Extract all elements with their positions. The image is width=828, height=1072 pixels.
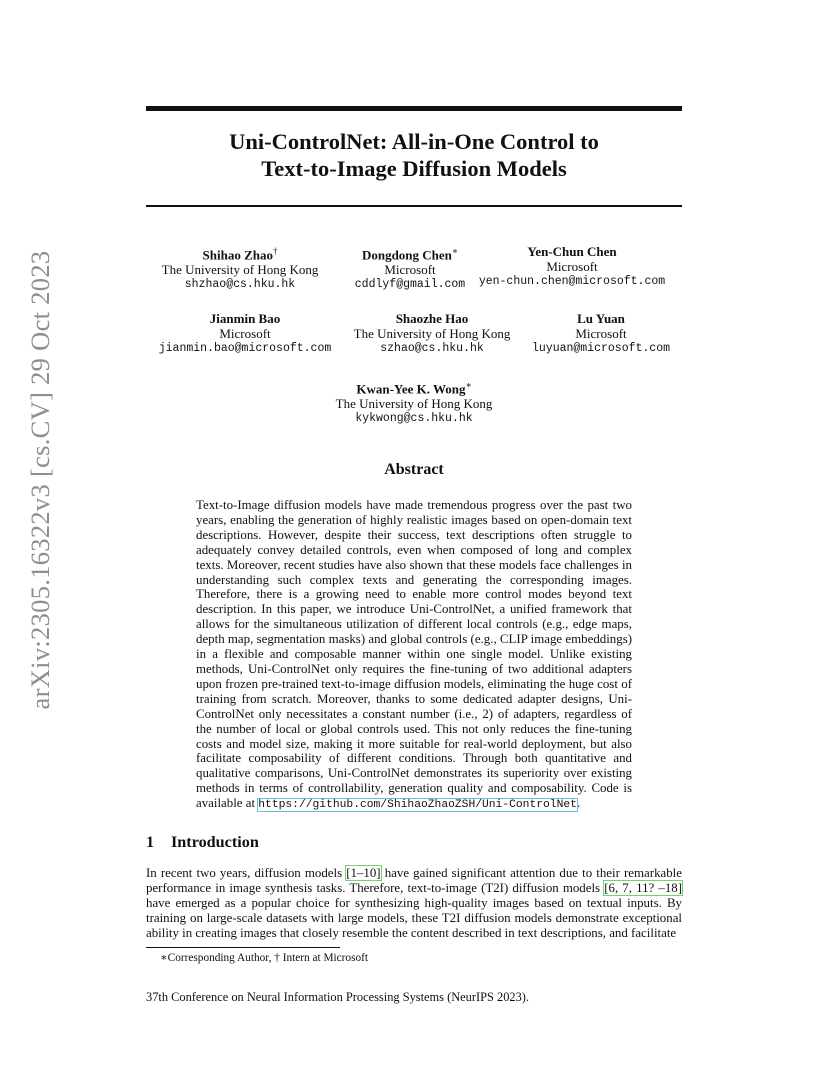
- author-name: Kwan-Yee K. Wong: [356, 381, 466, 397]
- footnote-rule: [146, 947, 340, 948]
- author-name: Yen-Chun Chen: [527, 244, 617, 259]
- author-block: [501, 311, 701, 356]
- abstract-heading: Abstract: [384, 461, 444, 478]
- author-name: Jianmin Bao: [209, 311, 281, 326]
- author-affiliation: The University of Hong Kong: [161, 262, 319, 278]
- conference-note: 37th Conference on Neural Information Processing Systems (NeurIPS 2023).: [146, 990, 530, 1004]
- author-affiliation: Microsoft: [384, 262, 436, 278]
- introduction-paragraph: [146, 866, 682, 941]
- author-mark: ∗: [465, 380, 472, 390]
- paper-title: [146, 128, 682, 182]
- citation-link[interactable]: [6, 7, 11? –18]: [604, 880, 682, 895]
- author-email[interactable]: yen-chun.chen@microsoft.com: [478, 275, 666, 288]
- author-email[interactable]: kykwong@cs.hku.hk: [355, 412, 473, 426]
- title-top-rule: [146, 106, 682, 111]
- author-name: Dongdong Chen: [361, 247, 452, 263]
- author-email[interactable]: jianmin.bao@microsoft.com: [158, 342, 332, 355]
- arxiv-identifier-stamp: arXiv:2305.16322v3 [cs.CV] 29 Oct 2023: [24, 250, 55, 710]
- citation-link[interactable]: [1–10]: [346, 866, 381, 880]
- author-mark: ∗: [451, 246, 459, 256]
- intro-text: have emerged as a popular choice for synthesizing high-quality images based on textual inputs. By training on large-scale datasets with large models, these T2I diffusion models demonstrate exceptional ability in creating images that closely resemble the content described in text descriptions, and facilitate: [146, 895, 682, 940]
- author-email[interactable]: szhao@cs.hku.hk: [380, 342, 484, 355]
- intro-text: have gained significant attention due to their remarkable performance in image synthesis tasks. Therefore, text-to-image (T2I) diffusion models: [146, 866, 682, 895]
- intro-text: In recent two years, diffusion models: [146, 866, 347, 880]
- author-block: [472, 244, 672, 289]
- author-affiliation: Microsoft: [575, 326, 627, 341]
- abstract-end: .: [576, 796, 581, 811]
- section-number: 1: [146, 833, 155, 851]
- author-email[interactable]: shzhao@cs.hku.hk: [184, 278, 296, 292]
- author-affiliation: The University of Hong Kong: [335, 396, 493, 412]
- author-affiliation: Microsoft: [546, 259, 598, 274]
- author-block: [140, 244, 340, 292]
- abstract-body: [196, 498, 632, 813]
- author-name: Shihao Zhao: [202, 247, 273, 263]
- section-title: Introduction: [171, 833, 259, 851]
- footnote: ∗Corresponding Author, † Intern at Microsoft: [160, 952, 369, 964]
- title-line-1: Uni-ControlNet: All-in-One Control to: [229, 129, 599, 154]
- author-block: [314, 378, 514, 426]
- author-affiliation: Microsoft: [219, 326, 271, 341]
- author-email[interactable]: luyuan@microsoft.com: [531, 342, 671, 355]
- title-bottom-rule: [146, 205, 682, 207]
- abstract-text: Text-to-Image diffusion models have made tremendous progress over the past two years, enabling the generation of highly realistic images based on open-domain text descriptions. However, despite their success, text descriptions often struggle to adequately convey detailed controls, even when composed of long and complex texts. Moreover, recent studies have also shown that these models face challenges in understanding such complex texts and generating the corresponding images. Therefore, there is a growing need to enable more control modes beyond text description. In this paper, we introduce Uni-ControlNet, a unified framework that allows for the simultaneous utilization of different local controls (e.g., edge maps, depth map, segmentation masks) and global controls (e.g., CLIP image embeddings) in a flexible and composable manner within one single model. Unlike existing methods, Uni-ControlNet only requires the fine-tuning of two additional adapters upon frozen pre-trained text-to-image diffusion models, eliminating the huge cost of training from scratch. Moreover, thanks to some dedicated adapter designs, Uni-ControlNet only necessitates a constant number (i.e., 2) of adapters, regardless of the number of local or global controls used. This not only reduces the fine-tuning costs and model size, making it more suitable for real-world deployment, but also facilitate composability of different conditions. Through both quantitative and qualitative comparisons, Uni-ControlNet demonstrates its superiority over existing methods in terms of controllability, generation quality and composability. Code is available at: [196, 498, 632, 811]
- code-url-link[interactable]: https://github.com/ShihaoZhaoZSH/Uni-ControlNet: [258, 799, 577, 812]
- author-affiliation: The University of Hong Kong: [353, 326, 511, 341]
- author-email[interactable]: cddlyf@gmail.com: [354, 278, 466, 292]
- section-heading-introduction: [146, 833, 259, 852]
- author-mark: †: [272, 246, 278, 256]
- author-name: Shaozhe Hao: [395, 311, 469, 326]
- title-line-2: Text-to-Image Diffusion Models: [261, 156, 567, 181]
- author-block: [145, 311, 345, 356]
- author-name: Lu Yuan: [577, 311, 625, 326]
